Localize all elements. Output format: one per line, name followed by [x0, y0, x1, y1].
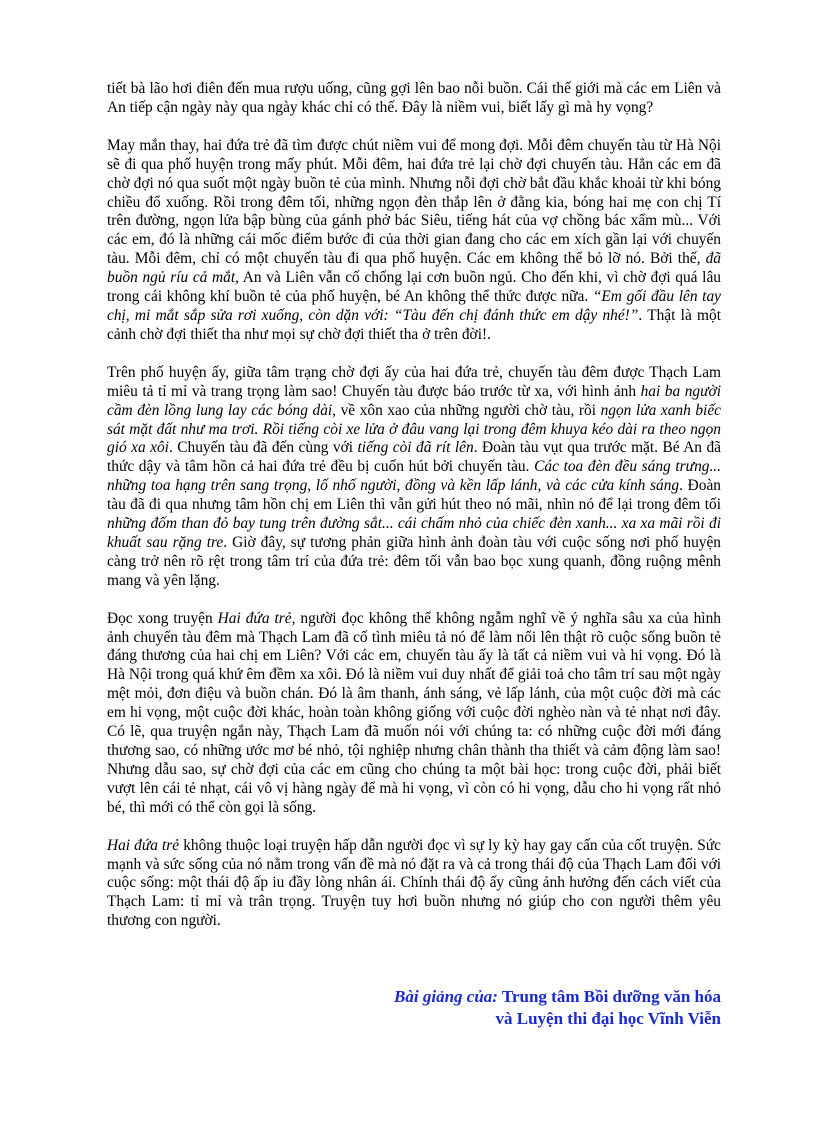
text-run: . Đoàn tàu vụt qua trước mặt. Bé An đã thức dậy và tâm hồn cả hai đứa trẻ đều bị cuốn hút bởi chuyến tàu.	[107, 439, 721, 476]
italic-text: “Em gối đầu lên tay chị, mi mắt sắp sửa rơi xuống, còn dặn với: “Tàu đến chị đánh thức em dậy nhé!”	[107, 288, 721, 324]
italic-text: hai ba người cầm đèn lồng lung lay các bóng dài	[107, 382, 722, 419]
text-run: . Đoàn tàu đã đi qua nhưng tâm hồn chị em Liên thì vẫn gửi hút theo nó mãi, nhìn nó để lại trong đêm tối	[107, 477, 721, 514]
signature-block	[394, 986, 721, 1030]
text-run: Đọc xong truyện	[107, 609, 218, 627]
paragraph-2	[107, 137, 721, 345]
text-run: . Thật là một cảnh chờ đợi thiết tha như mọi sự chờ đợi thiết tha ở trên đời!.	[107, 306, 721, 343]
text-run: . Chuyến tàu đã đến cùng với	[168, 439, 358, 457]
signature-org-1: Trung tâm Bồi dưỡng văn hóa	[501, 987, 721, 1006]
italic-text: tiếng còi đã rít lên	[357, 439, 474, 457]
text-run: , về xôn xao của những người chờ tàu, rồi	[332, 401, 601, 419]
text-run: không thuộc loại truyện hấp dẫn người đọc vì sự ly kỳ hay gay cấn của cốt truyện. Sức mạnh và sức sống của nó nằm trong vấn đề mà nó đặt ra và cả trong thái độ của Thạch Lam đối với cuộc sống: một thái độ ấp iu đầy lòng nhân ái. Chính thái độ ấy cũng ảnh hưởng đến cách viết của Thạch Lam: tỉ mỉ và trân trọng. Truyện tuy hơi buồn nhưng nó giúp cho con người thêm yêu thương con người.	[107, 836, 721, 930]
text-run: . Giờ đây, sự tương phản giữa hình ảnh đoàn tàu với cuộc sống nơi phố huyện càng trở nên rõ rệt trong tâm trí của đứa trẻ: đêm tối vẫn bao bọc xung quanh, đồng ruộng mênh mang và yên lặng.	[107, 533, 721, 589]
text-run: tiết bà lão hơi điên đến mua rượu uống, cũng gợi lên bao nỗi buồn. Cái thế giới mà các em Liên và An tiếp cận ngày này qua ngày khác chỉ có thế. Đây là niềm vui, biết lấy gì mà hy vọng?	[107, 80, 721, 116]
text-run: Trên phố huyện ấy, giữa tâm trạng chờ đợi ấy của hai đứa trẻ, chuyến tàu đêm được Thạch Lam miêu tả tỉ mỉ và trang trọng làm sao! Chuyến tàu được báo trước từ xa, với hình ảnh	[107, 363, 721, 400]
italic-text: Các toa đèn đều sáng trưng... những toa hạng trên sang trọng, lố nhố người, đồng và kền lấp lánh, và các cửa kính sáng	[107, 458, 722, 495]
paragraph-1	[107, 80, 721, 118]
signature-line-2: và Luyện thi đại học Vĩnh Viễn	[495, 1009, 721, 1028]
paragraph-3	[107, 364, 721, 591]
italic-text: đã buồn ngủ ríu cả mắt	[107, 250, 721, 287]
italic-text: Hai đứa trẻ	[107, 836, 180, 854]
italic-text: ngọn lửa xanh biếc sát mặt đất như ma trơi. Rồi tiếng còi xe lửa ở đâu vang lại trong đêm khuya kéo dài ra theo ngọn gió xa xôi	[107, 401, 721, 457]
paragraph-4	[107, 610, 721, 818]
text-run: , An và Liên vẫn cố chống lại cơn buồn ngủ. Cho đến khi, vì chờ đợi quá lâu trong cái không khí buồn tẻ của phố huyện, bé An không thể thức được nữa.	[107, 269, 721, 306]
signature-label: Bài giảng của:	[394, 987, 498, 1006]
text-run: , người đọc không thể không ngẫm nghĩ về ý nghĩa sâu xa của hình ảnh chuyến tàu đêm mà Thạch Lam đã cố tình miêu tả nó để làm nổi lên thật rõ cuộc sống buồn tẻ đáng thương của hai chị em Liên? Với các em, chuyến tàu ấy là tất cả niềm vui và hi vọng. Đó là Hà Nội trong quá khứ êm đềm xa xôi. Đó là niềm vui duy nhất để giải toả cho tâm trí sau một ngày mệt mỏi, đơn điệu và buồn chán. Đó là âm thanh, ánh sáng, vẻ lấp lánh, của một cuộc đời mà các em hi vọng, một cuộc đời khác, hoàn toàn không giống với cuộc đời nghèo nàn và tẻ nhạt nơi đây. Có lẽ, qua truyện ngắn này, Thạch Lam đã muốn nói với chúng ta: có những cuộc đời mới đáng thương sao, có những ước mơ bé nhỏ, tội nghiệp nhưng chân thành tha thiết và cảm động làm sao! Nhưng dẫu sao, sự chờ đợi của các em cũng cho chúng ta một bài học: trong cuộc đời, phải biết vượt lên cái tẻ nhạt, cái vô vị hàng ngày để mà hi vọng, vì còn có hi vọng, dẫu cho hi vọng rất nhỏ bé, thì mới có thể còn gọi là sống.	[107, 609, 721, 816]
signature-line-1	[394, 986, 721, 1008]
paragraph-5	[107, 837, 721, 932]
italic-text: những đốm than đỏ bay tung trên đường sắt... cái chấm nhỏ của chiếc đèn xanh... xa xa mãi rồi đi khuất sau rặng tre	[107, 515, 721, 551]
text-run: May mắn thay, hai đứa trẻ đã tìm được chút niềm vui để mong đợi. Mỗi đêm chuyến tàu từ Hà Nội sẽ đi qua phố huyện trong mấy phút. Mỗi đêm, hai đứa trẻ lại chờ đợi chuyến tàu. Hẳn các em đã chờ đợi nó qua suốt một ngày buồn tẻ của mình. Nhưng nỗi đợi chờ bắt đầu khắc khoải từ khi bóng chiều đổ xuống. Rồi trong đêm tối, những ngọn đèn thắp lên ở đằng kia, bóng hai mẹ con chị Tí trên đường, ngọn lửa bập bùng của gánh phở bác Siêu, tiếng hát của vợ chồng bác xẩm mù... Với các em, đó là những cái mốc điểm bước đi của thời gian đang cho các em xích gần lại với chuyến tàu. Mỗi đêm, chỉ có một chuyến tàu đi qua phố huyện. Các em không thể bỏ lỡ nó. Bởi thế,	[107, 136, 721, 268]
document-body	[107, 80, 721, 950]
italic-text: Hai đứa trẻ	[217, 609, 292, 627]
